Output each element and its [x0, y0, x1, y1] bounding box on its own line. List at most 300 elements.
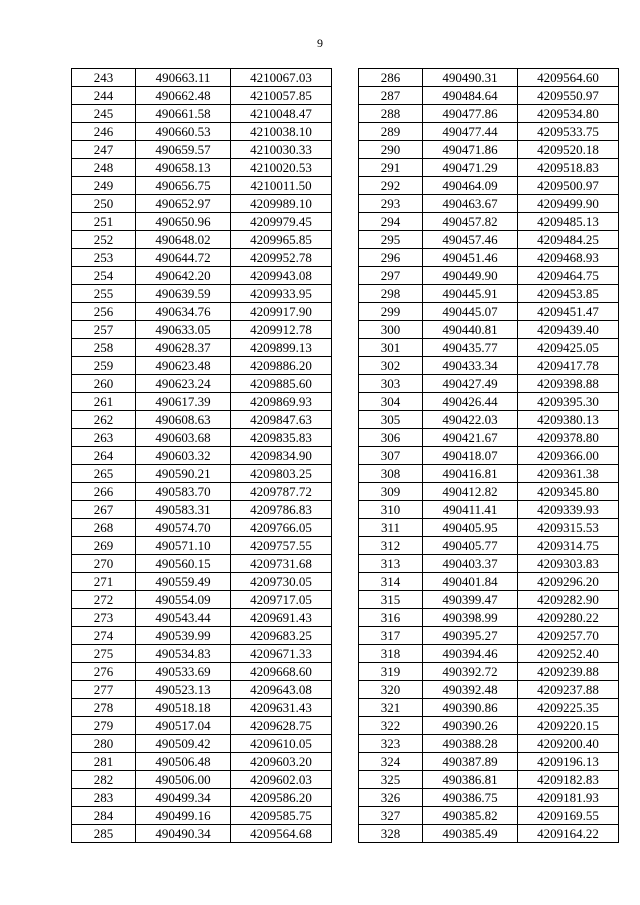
y-coordinate-cell: 4209603.20 — [231, 753, 332, 771]
x-coordinate-cell: 490506.48 — [136, 753, 231, 771]
y-coordinate-cell: 4209451.47 — [518, 303, 619, 321]
point-number-cell: 258 — [72, 339, 136, 357]
y-coordinate-cell: 4210067.03 — [231, 69, 332, 87]
point-number-cell: 257 — [72, 321, 136, 339]
x-coordinate-cell: 490623.48 — [136, 357, 231, 375]
point-number-cell: 321 — [359, 699, 423, 717]
table-row — [359, 573, 619, 591]
y-coordinate-cell: 4209989.10 — [231, 195, 332, 213]
point-number-cell: 318 — [359, 645, 423, 663]
x-coordinate-cell: 490644.72 — [136, 249, 231, 267]
point-number-cell: 325 — [359, 771, 423, 789]
x-coordinate-cell: 490633.05 — [136, 321, 231, 339]
y-coordinate-cell: 4209835.83 — [231, 429, 332, 447]
x-coordinate-cell: 490603.32 — [136, 447, 231, 465]
x-coordinate-cell: 490411.41 — [423, 501, 518, 519]
point-number-cell: 284 — [72, 807, 136, 825]
x-coordinate-cell: 490650.96 — [136, 213, 231, 231]
x-coordinate-cell: 490418.07 — [423, 447, 518, 465]
y-coordinate-cell: 4209786.83 — [231, 501, 332, 519]
x-coordinate-cell: 490386.81 — [423, 771, 518, 789]
table-row — [72, 573, 332, 591]
x-coordinate-cell: 490634.76 — [136, 303, 231, 321]
point-number-cell: 260 — [72, 375, 136, 393]
table-row — [359, 555, 619, 573]
table-row — [72, 465, 332, 483]
y-coordinate-cell: 4209296.20 — [518, 573, 619, 591]
table-row — [359, 357, 619, 375]
point-number-cell: 324 — [359, 753, 423, 771]
x-coordinate-cell: 490662.48 — [136, 87, 231, 105]
x-coordinate-cell: 490388.28 — [423, 735, 518, 753]
y-coordinate-cell: 4209610.05 — [231, 735, 332, 753]
y-coordinate-cell: 4209869.93 — [231, 393, 332, 411]
y-coordinate-cell: 4209257.70 — [518, 627, 619, 645]
table-row — [359, 447, 619, 465]
point-number-cell: 289 — [359, 123, 423, 141]
point-number-cell: 309 — [359, 483, 423, 501]
y-coordinate-cell: 4209225.35 — [518, 699, 619, 717]
table-row — [72, 393, 332, 411]
x-coordinate-cell: 490490.31 — [423, 69, 518, 87]
table-row — [359, 465, 619, 483]
point-number-cell: 305 — [359, 411, 423, 429]
table-row — [72, 321, 332, 339]
table-row — [72, 789, 332, 807]
table-row — [359, 789, 619, 807]
y-coordinate-cell: 4209885.60 — [231, 375, 332, 393]
y-coordinate-cell: 4209395.30 — [518, 393, 619, 411]
x-coordinate-cell: 490509.42 — [136, 735, 231, 753]
point-number-cell: 256 — [72, 303, 136, 321]
y-coordinate-cell: 4209757.55 — [231, 537, 332, 555]
y-coordinate-cell: 4209628.75 — [231, 717, 332, 735]
x-coordinate-cell: 490642.20 — [136, 267, 231, 285]
table-row — [359, 735, 619, 753]
table-row — [359, 141, 619, 159]
point-number-cell: 295 — [359, 231, 423, 249]
x-coordinate-cell: 490571.10 — [136, 537, 231, 555]
point-number-cell: 247 — [72, 141, 136, 159]
point-number-cell: 287 — [359, 87, 423, 105]
table-row — [72, 213, 332, 231]
x-coordinate-cell: 490463.67 — [423, 195, 518, 213]
y-coordinate-cell: 4210057.85 — [231, 87, 332, 105]
point-number-cell: 261 — [72, 393, 136, 411]
table-row — [359, 501, 619, 519]
x-coordinate-cell: 490435.77 — [423, 339, 518, 357]
point-number-cell: 294 — [359, 213, 423, 231]
x-coordinate-cell: 490603.68 — [136, 429, 231, 447]
x-coordinate-cell: 490405.95 — [423, 519, 518, 537]
point-number-cell: 245 — [72, 105, 136, 123]
y-coordinate-cell: 4209585.75 — [231, 807, 332, 825]
x-coordinate-cell: 490394.46 — [423, 645, 518, 663]
table-row — [359, 87, 619, 105]
point-number-cell: 311 — [359, 519, 423, 537]
table-row — [72, 339, 332, 357]
x-coordinate-cell: 490403.37 — [423, 555, 518, 573]
point-number-cell: 314 — [359, 573, 423, 591]
y-coordinate-cell: 4209499.90 — [518, 195, 619, 213]
table-row — [72, 357, 332, 375]
point-number-cell: 288 — [359, 105, 423, 123]
table-row — [72, 195, 332, 213]
table-row — [72, 267, 332, 285]
y-coordinate-cell: 4209533.75 — [518, 123, 619, 141]
x-coordinate-cell: 490421.67 — [423, 429, 518, 447]
point-number-cell: 279 — [72, 717, 136, 735]
point-number-cell: 265 — [72, 465, 136, 483]
table-row — [72, 807, 332, 825]
point-number-cell: 319 — [359, 663, 423, 681]
x-coordinate-cell: 490477.86 — [423, 105, 518, 123]
point-number-cell: 293 — [359, 195, 423, 213]
y-coordinate-cell: 4209847.63 — [231, 411, 332, 429]
x-coordinate-cell: 490471.86 — [423, 141, 518, 159]
point-number-cell: 313 — [359, 555, 423, 573]
x-coordinate-cell: 490543.44 — [136, 609, 231, 627]
table-row — [72, 411, 332, 429]
table-row — [72, 627, 332, 645]
y-coordinate-cell: 4209912.78 — [231, 321, 332, 339]
point-number-cell: 320 — [359, 681, 423, 699]
table-row — [359, 483, 619, 501]
y-coordinate-cell: 4209439.40 — [518, 321, 619, 339]
table-row — [72, 699, 332, 717]
x-coordinate-cell: 490427.49 — [423, 375, 518, 393]
x-coordinate-cell: 490560.15 — [136, 555, 231, 573]
table-row — [359, 771, 619, 789]
point-number-cell: 264 — [72, 447, 136, 465]
table-row — [359, 663, 619, 681]
table-row — [359, 267, 619, 285]
point-number-cell: 249 — [72, 177, 136, 195]
x-coordinate-cell: 490659.57 — [136, 141, 231, 159]
x-coordinate-cell: 490401.84 — [423, 573, 518, 591]
y-coordinate-cell: 4209315.53 — [518, 519, 619, 537]
point-number-cell: 323 — [359, 735, 423, 753]
table-row — [72, 591, 332, 609]
point-number-cell: 270 — [72, 555, 136, 573]
point-number-cell: 297 — [359, 267, 423, 285]
point-number-cell: 243 — [72, 69, 136, 87]
y-coordinate-cell: 4209468.93 — [518, 249, 619, 267]
page-number: 9 — [317, 36, 323, 50]
x-coordinate-cell: 490451.46 — [423, 249, 518, 267]
table-row — [72, 717, 332, 735]
x-coordinate-cell: 490661.58 — [136, 105, 231, 123]
point-number-cell: 298 — [359, 285, 423, 303]
point-number-cell: 286 — [359, 69, 423, 87]
y-coordinate-cell: 4209766.05 — [231, 519, 332, 537]
x-coordinate-cell: 490660.53 — [136, 123, 231, 141]
y-coordinate-cell: 4209237.88 — [518, 681, 619, 699]
y-coordinate-cell: 4209181.93 — [518, 789, 619, 807]
table-row — [72, 771, 332, 789]
y-coordinate-cell: 4209602.03 — [231, 771, 332, 789]
x-coordinate-cell: 490499.16 — [136, 807, 231, 825]
table-row — [359, 681, 619, 699]
point-number-cell: 272 — [72, 591, 136, 609]
point-number-cell: 328 — [359, 825, 423, 843]
y-coordinate-cell: 4210038.10 — [231, 123, 332, 141]
x-coordinate-cell: 490416.81 — [423, 465, 518, 483]
table-row — [72, 231, 332, 249]
x-coordinate-cell: 490628.37 — [136, 339, 231, 357]
point-number-cell: 291 — [359, 159, 423, 177]
table-row — [359, 159, 619, 177]
table-row — [359, 591, 619, 609]
table-row — [72, 501, 332, 519]
x-coordinate-cell: 490387.89 — [423, 753, 518, 771]
y-coordinate-cell: 4209500.97 — [518, 177, 619, 195]
y-coordinate-cell: 4209886.20 — [231, 357, 332, 375]
table-row — [359, 339, 619, 357]
x-coordinate-cell: 490477.44 — [423, 123, 518, 141]
table-row — [72, 69, 332, 87]
x-coordinate-cell: 490484.64 — [423, 87, 518, 105]
point-number-cell: 285 — [72, 825, 136, 843]
x-coordinate-cell: 490656.75 — [136, 177, 231, 195]
point-number-cell: 246 — [72, 123, 136, 141]
x-coordinate-cell: 490534.83 — [136, 645, 231, 663]
table-row — [359, 753, 619, 771]
x-coordinate-cell: 490385.82 — [423, 807, 518, 825]
table-row — [72, 825, 332, 843]
point-number-cell: 303 — [359, 375, 423, 393]
y-coordinate-cell: 4209164.22 — [518, 825, 619, 843]
table-row — [72, 609, 332, 627]
y-coordinate-cell: 4209534.80 — [518, 105, 619, 123]
y-coordinate-cell: 4209485.13 — [518, 213, 619, 231]
y-coordinate-cell: 4209564.60 — [518, 69, 619, 87]
table-row — [72, 87, 332, 105]
y-coordinate-cell: 4209425.05 — [518, 339, 619, 357]
table-row — [359, 537, 619, 555]
x-coordinate-cell: 490395.27 — [423, 627, 518, 645]
y-coordinate-cell: 4209378.80 — [518, 429, 619, 447]
y-coordinate-cell: 4209200.40 — [518, 735, 619, 753]
y-coordinate-cell: 4209717.05 — [231, 591, 332, 609]
table-row — [359, 213, 619, 231]
y-coordinate-cell: 4209731.68 — [231, 555, 332, 573]
point-number-cell: 322 — [359, 717, 423, 735]
x-coordinate-cell: 490445.91 — [423, 285, 518, 303]
x-coordinate-cell: 490559.49 — [136, 573, 231, 591]
table-row — [359, 825, 619, 843]
x-coordinate-cell: 490399.47 — [423, 591, 518, 609]
table-row — [359, 609, 619, 627]
x-coordinate-cell: 490652.97 — [136, 195, 231, 213]
y-coordinate-cell: 4210011.50 — [231, 177, 332, 195]
x-coordinate-cell: 490449.90 — [423, 267, 518, 285]
x-coordinate-cell: 490398.99 — [423, 609, 518, 627]
x-coordinate-cell: 490464.09 — [423, 177, 518, 195]
y-coordinate-cell: 4209803.25 — [231, 465, 332, 483]
y-coordinate-cell: 4209169.55 — [518, 807, 619, 825]
x-coordinate-cell: 490433.34 — [423, 357, 518, 375]
table-row — [359, 195, 619, 213]
point-number-cell: 255 — [72, 285, 136, 303]
y-coordinate-cell: 4209952.78 — [231, 249, 332, 267]
x-coordinate-cell: 490574.70 — [136, 519, 231, 537]
x-coordinate-cell: 490617.39 — [136, 393, 231, 411]
table-row — [72, 537, 332, 555]
y-coordinate-cell: 4210030.33 — [231, 141, 332, 159]
x-coordinate-cell: 490639.59 — [136, 285, 231, 303]
point-number-cell: 317 — [359, 627, 423, 645]
x-coordinate-cell: 490445.07 — [423, 303, 518, 321]
table-row — [72, 375, 332, 393]
y-coordinate-cell: 4209933.95 — [231, 285, 332, 303]
table-row — [359, 249, 619, 267]
point-number-cell: 310 — [359, 501, 423, 519]
point-number-cell: 290 — [359, 141, 423, 159]
point-number-cell: 282 — [72, 771, 136, 789]
y-coordinate-cell: 4209943.08 — [231, 267, 332, 285]
table-row — [72, 681, 332, 699]
x-coordinate-cell: 490623.24 — [136, 375, 231, 393]
table-row — [359, 177, 619, 195]
y-coordinate-cell: 4209550.97 — [518, 87, 619, 105]
x-coordinate-cell: 490392.48 — [423, 681, 518, 699]
y-coordinate-cell: 4209564.68 — [231, 825, 332, 843]
x-coordinate-cell: 490386.75 — [423, 789, 518, 807]
x-coordinate-cell: 490506.00 — [136, 771, 231, 789]
x-coordinate-cell: 490412.82 — [423, 483, 518, 501]
y-coordinate-cell: 4209282.90 — [518, 591, 619, 609]
point-number-cell: 301 — [359, 339, 423, 357]
table-row — [72, 447, 332, 465]
y-coordinate-cell: 4209361.38 — [518, 465, 619, 483]
table-row — [359, 807, 619, 825]
point-number-cell: 307 — [359, 447, 423, 465]
point-number-cell: 280 — [72, 735, 136, 753]
x-coordinate-cell: 490457.82 — [423, 213, 518, 231]
y-coordinate-cell: 4209252.40 — [518, 645, 619, 663]
table-row — [359, 105, 619, 123]
point-number-cell: 268 — [72, 519, 136, 537]
point-number-cell: 327 — [359, 807, 423, 825]
y-coordinate-cell: 4209518.83 — [518, 159, 619, 177]
y-coordinate-cell: 4210048.47 — [231, 105, 332, 123]
y-coordinate-cell: 4209730.05 — [231, 573, 332, 591]
table-row — [359, 717, 619, 735]
x-coordinate-cell: 490517.04 — [136, 717, 231, 735]
table-row — [359, 123, 619, 141]
x-coordinate-cell: 490385.49 — [423, 825, 518, 843]
point-number-cell: 254 — [72, 267, 136, 285]
point-number-cell: 315 — [359, 591, 423, 609]
y-coordinate-cell: 4209683.25 — [231, 627, 332, 645]
point-number-cell: 262 — [72, 411, 136, 429]
coordinates-table-left — [71, 68, 332, 843]
y-coordinate-cell: 4209303.83 — [518, 555, 619, 573]
y-coordinate-cell: 4209453.85 — [518, 285, 619, 303]
table-row — [72, 645, 332, 663]
x-coordinate-cell: 490583.70 — [136, 483, 231, 501]
point-number-cell: 281 — [72, 753, 136, 771]
y-coordinate-cell: 4209345.80 — [518, 483, 619, 501]
x-coordinate-cell: 490405.77 — [423, 537, 518, 555]
point-number-cell: 274 — [72, 627, 136, 645]
point-number-cell: 299 — [359, 303, 423, 321]
table-row — [72, 249, 332, 267]
table-row — [72, 555, 332, 573]
point-number-cell: 253 — [72, 249, 136, 267]
point-number-cell: 248 — [72, 159, 136, 177]
table-row — [359, 231, 619, 249]
point-number-cell: 277 — [72, 681, 136, 699]
y-coordinate-cell: 4209834.90 — [231, 447, 332, 465]
point-number-cell: 296 — [359, 249, 423, 267]
point-number-cell: 278 — [72, 699, 136, 717]
x-coordinate-cell: 490523.13 — [136, 681, 231, 699]
point-number-cell: 302 — [359, 357, 423, 375]
y-coordinate-cell: 4210020.53 — [231, 159, 332, 177]
coordinates-table-right — [358, 68, 619, 843]
table-row — [72, 753, 332, 771]
table-row — [359, 429, 619, 447]
table-row — [72, 123, 332, 141]
y-coordinate-cell: 4209484.25 — [518, 231, 619, 249]
y-coordinate-cell: 4209787.72 — [231, 483, 332, 501]
x-coordinate-cell: 490440.81 — [423, 321, 518, 339]
y-coordinate-cell: 4209464.75 — [518, 267, 619, 285]
y-coordinate-cell: 4209220.15 — [518, 717, 619, 735]
point-number-cell: 304 — [359, 393, 423, 411]
y-coordinate-cell: 4209339.93 — [518, 501, 619, 519]
point-number-cell: 283 — [72, 789, 136, 807]
y-coordinate-cell: 4209239.88 — [518, 663, 619, 681]
table-row — [359, 519, 619, 537]
x-coordinate-cell: 490457.46 — [423, 231, 518, 249]
x-coordinate-cell: 490590.21 — [136, 465, 231, 483]
point-number-cell: 271 — [72, 573, 136, 591]
x-coordinate-cell: 490490.34 — [136, 825, 231, 843]
table-row — [359, 627, 619, 645]
table-row — [359, 285, 619, 303]
table-row — [359, 69, 619, 87]
point-number-cell: 252 — [72, 231, 136, 249]
point-number-cell: 275 — [72, 645, 136, 663]
x-coordinate-cell: 490390.86 — [423, 699, 518, 717]
table-row — [359, 375, 619, 393]
table-row — [72, 735, 332, 753]
point-number-cell: 326 — [359, 789, 423, 807]
x-coordinate-cell: 490390.26 — [423, 717, 518, 735]
point-number-cell: 269 — [72, 537, 136, 555]
point-number-cell: 312 — [359, 537, 423, 555]
y-coordinate-cell: 4209314.75 — [518, 537, 619, 555]
point-number-cell: 306 — [359, 429, 423, 447]
x-coordinate-cell: 490499.34 — [136, 789, 231, 807]
table-row — [359, 321, 619, 339]
point-number-cell: 244 — [72, 87, 136, 105]
table-row — [359, 411, 619, 429]
point-number-cell: 316 — [359, 609, 423, 627]
y-coordinate-cell: 4209643.08 — [231, 681, 332, 699]
x-coordinate-cell: 490426.44 — [423, 393, 518, 411]
point-number-cell: 259 — [72, 357, 136, 375]
x-coordinate-cell: 490608.63 — [136, 411, 231, 429]
table-row — [72, 519, 332, 537]
y-coordinate-cell: 4209965.85 — [231, 231, 332, 249]
x-coordinate-cell: 490471.29 — [423, 159, 518, 177]
point-number-cell: 267 — [72, 501, 136, 519]
point-number-cell: 273 — [72, 609, 136, 627]
